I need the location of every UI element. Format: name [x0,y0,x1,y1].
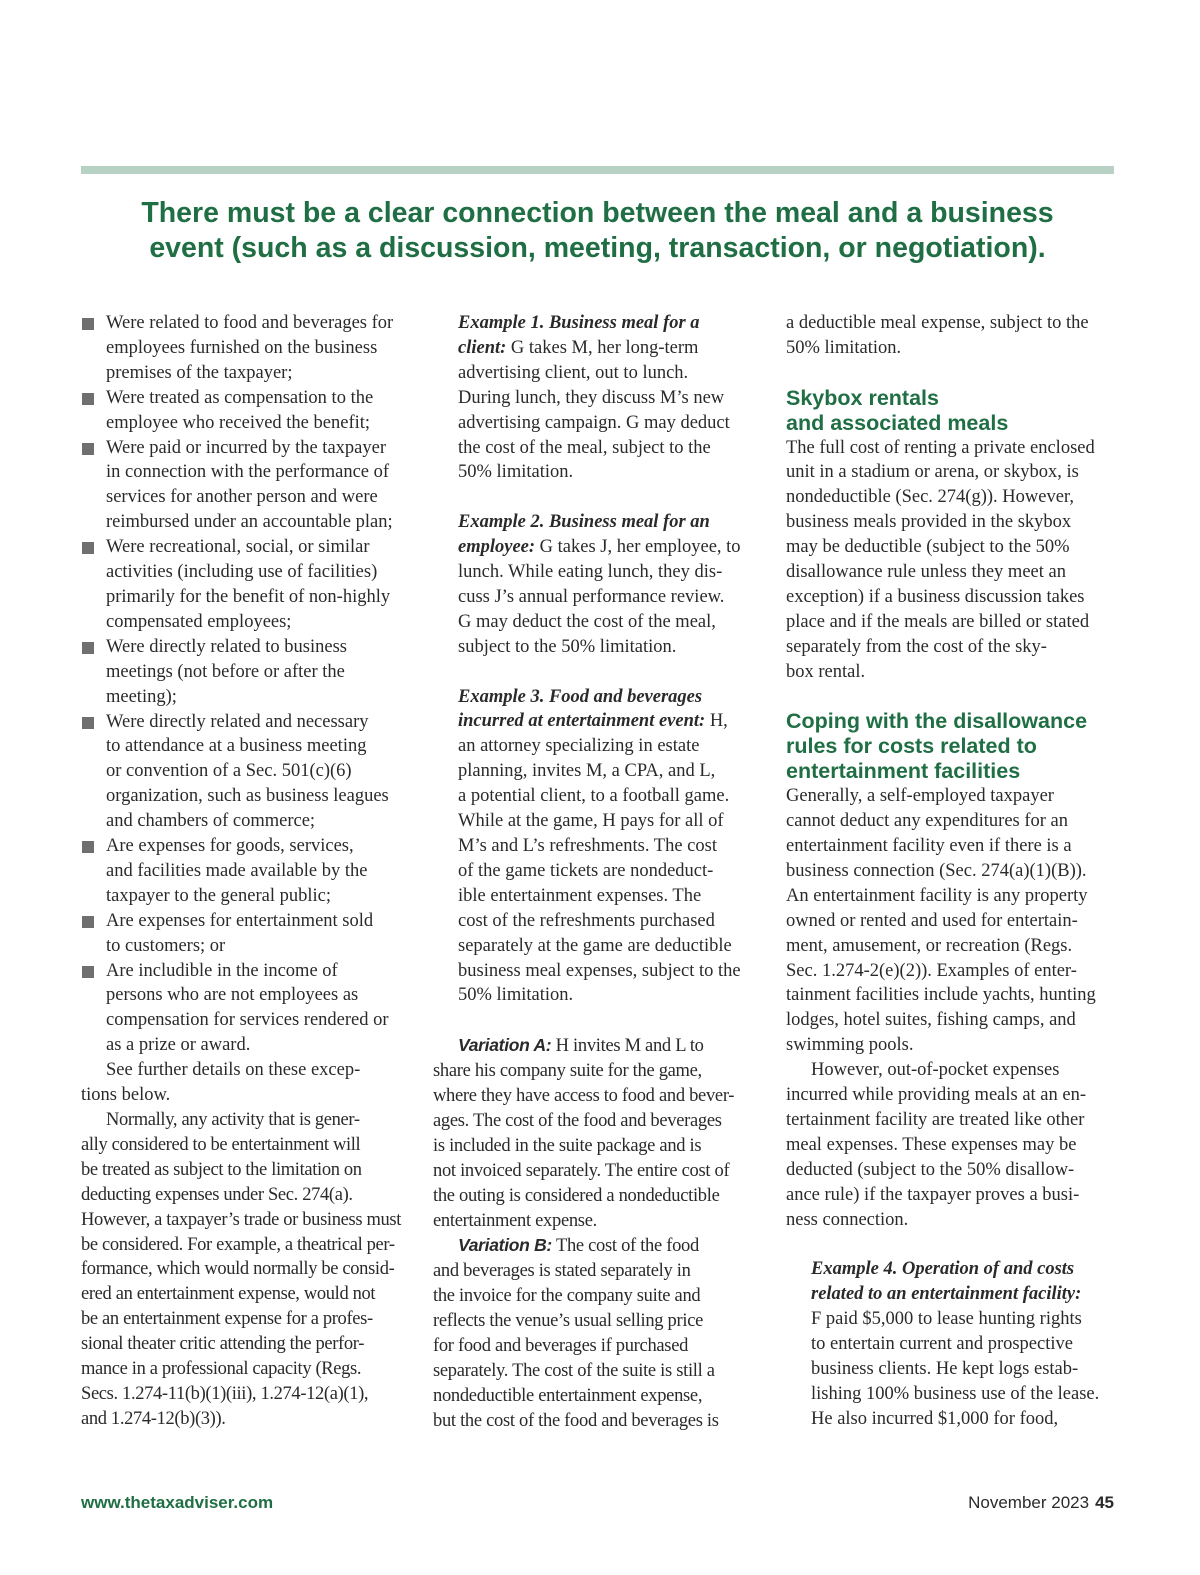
example-line: business clients. He kept logs estab- [811,1359,1079,1380]
example-line: to entertain current and prospective [811,1334,1073,1355]
section-heading-coping [786,709,1116,784]
variation-line: share his company suite for the game, [433,1061,702,1082]
body-line: separately from the cost of the sky- [786,636,1047,657]
square-bullet-icon [82,966,94,978]
body-line: box rental. [786,661,866,682]
bullet-line: taxpayer to the general public; [106,885,331,906]
body-line: The full cost of renting a private enclosed [786,437,1095,458]
example-line: G may deduct the cost of the meal, [458,611,716,632]
example-line: He also incurred $1,000 for food, [811,1408,1059,1429]
bullet-line: compensated employees; [106,611,292,632]
square-bullet-icon [82,542,94,554]
bullet-item [81,710,411,835]
body-line: An entertainment facility is any property [786,885,1088,906]
bullet-line: Are includible in the income of [106,960,338,981]
bullet-item [81,959,411,1059]
example-heading: employee: [458,537,536,558]
example-line: cuss J’s annual performance review. [458,586,725,607]
heading-line: rules for costs related to [786,734,1037,759]
square-bullet-icon [82,841,94,853]
example-line: an attorney specializing in estate [458,736,700,757]
square-bullet-icon [82,916,94,928]
example-line: M’s and L’s refreshments. The cost [458,836,717,856]
bullet-line: persons who are not employees as [106,985,359,1006]
body-line: tainment facilities include yachts, hunting [786,985,1096,1006]
body-line: place and if the meals are billed or stated [786,611,1090,632]
body-paragraph [786,311,1116,361]
example-heading: Example 4. Operation of and costs [811,1259,1075,1280]
square-bullet-icon [82,393,94,405]
variation-b [433,1233,763,1433]
bullet-line: premises of the taxpayer; [106,362,293,383]
example-line: lunch. While eating lunch, they dis- [458,562,723,583]
bullet-line: activities (including use of facilities) [106,562,378,583]
body-line: mance in a professional capacity (Regs. [81,1359,362,1380]
example-line: lishing 100% business use of the lease. [811,1383,1100,1404]
body-line: ered an entertainment expense, would not [81,1284,376,1305]
bullet-item [81,909,411,959]
issue-date: November 2023 [968,1493,1090,1512]
example-line: subject to the 50% limitation. [458,636,677,657]
body-line: ness connection. [786,1209,909,1230]
top-rule [81,166,1114,174]
example-heading: incurred at entertainment event: [458,711,706,732]
example-line: 50% limitation. [458,462,574,483]
body-line: Generally, a self-employed taxpayer [786,786,1054,807]
variation-line: where they have access to food and bever- [433,1086,735,1107]
body-line: However, out-of-pocket expenses [811,1060,1060,1081]
body-line: ment, amusement, or recreation (Regs. [786,935,1073,956]
example-line: advertising campaign. G may deduct [458,412,730,433]
bullet-line: services for another person and were [106,487,378,508]
bullet-line: Were treated as compensation to the [106,387,374,408]
variation-line: The cost of the food [551,1236,699,1257]
bullet-item [81,535,411,635]
variation-a [433,1033,763,1233]
example-line: business meal expenses, subject to the [458,960,741,981]
square-bullet-icon [82,318,94,330]
bullet-line: to attendance at a business meeting [106,736,367,757]
example-line: of the game tickets are nondeduct- [458,860,714,881]
section-heading-skybox [786,386,1116,436]
body-line: business connection (Sec. 274(a)(1)(B)). [786,860,1087,881]
example-line: During lunch, they discuss M’s new [458,387,725,408]
square-bullet-icon [82,717,94,729]
example-line: G takes J, her employee, to [535,537,741,558]
bullet-line: Are expenses for goods, services, [106,836,354,857]
pull-quote-line: event (such as a discussion, meeting, transaction, or negotiation). [149,232,1046,264]
variation-line: nondeductible entertainment expense, [433,1385,703,1406]
example-4 [786,1257,1116,1431]
bullet-line: Were directly related to business [106,636,347,657]
example-heading: related to an entertainment facility: [811,1284,1082,1305]
variation-line: reflects the venue’s usual selling price [433,1311,704,1332]
variation-line: separately. The cost of the suite is still a [433,1361,715,1382]
body-paragraph [786,784,1116,1058]
heading-line: Coping with the disallowance [786,709,1088,734]
bullet-line: compensation for services rendered or [106,1010,389,1031]
footer-date-page [968,1493,1114,1513]
bullet-line: Were paid or incurred by the taxpayer [106,437,386,458]
column-2 [433,311,763,1434]
body-line: swimming pools. [786,1035,914,1056]
body-line: be considered. For example, a theatrical per- [81,1234,395,1255]
body-line: business meals provided in the skybox [786,512,1072,533]
bullet-line: reimbursed under an accountable plan; [106,512,393,533]
body-paragraph [786,1058,1116,1232]
bullet-line: primarily for the benefit of non-highly [106,586,391,607]
pull-quote [81,196,1114,266]
body-line: ance rule) if the taxpayer proves a busi- [786,1184,1080,1205]
body-line: tertainment facility are treated like other [786,1109,1085,1130]
body-line: disallowance rule unless they meet an [786,562,1066,583]
body-line: tions below. [81,1085,171,1106]
variation-label: Variation A: [458,1035,552,1056]
example-heading: client: [458,337,507,358]
variation-line: and beverages is stated separately in [433,1261,691,1282]
body-line: meal expenses. These expenses may be [786,1134,1077,1155]
body-line: Normally, any activity that is gener- [106,1110,360,1130]
bullet-item [81,386,411,436]
bullet-line: Were directly related and necessary [106,711,369,732]
variation-line: for food and beverages if purchased [433,1336,689,1357]
column-3 [786,311,1116,1432]
body-line: owned or rented and used for entertain- [786,910,1078,931]
example-line: While at the game, H pays for all of [458,811,724,832]
body-line: Sec. 1.274-2(e)(2)). Examples of enter- [786,960,1077,981]
bullet-line: organization, such as business leagues [106,786,389,807]
bullet-line: Were related to food and beverages for [106,313,394,333]
bullet-line: and chambers of commerce; [106,811,316,832]
body-line: may be deductible (subject to the 50% [786,537,1070,558]
bullet-line: and facilities made available by the [106,860,368,881]
example-line: planning, invites M, a CPA, and L, [458,761,716,782]
body-line: entertainment facility even if there is a [786,836,1072,856]
bullet-line: Were recreational, social, or similar [106,537,370,558]
body-line: However, a taxpayer’s trade or business must [81,1209,402,1230]
variation-line: the invoice for the company suite and [433,1286,701,1307]
example-line: cost of the refreshments purchased [458,910,715,931]
example-2 [433,510,763,659]
square-bullet-icon [82,443,94,455]
body-line: and 1.274-12(b)(3)). [81,1408,226,1429]
example-line: a potential client, to a football game. [458,786,730,807]
example-line: the cost of the meal, subject to the [458,437,711,458]
body-line: formance, which would normally be consid- [81,1259,395,1280]
bullet-item [81,834,411,909]
example-heading: Example 3. Food and beverages [458,686,703,707]
example-line: H, [705,711,728,732]
heading-line: and associated meals [786,410,1009,435]
body-paragraph [81,1108,411,1432]
variation-line: not invoiced separately. The entire cost of [433,1160,730,1181]
square-bullet-icon [82,642,94,654]
example-heading: Example 2. Business meal for an [458,512,710,533]
variation-line: is included in the suite package and is [433,1135,702,1156]
pull-quote-line: There must be a clear connection between the meal and a business [141,197,1054,229]
body-line: See further details on these excep- [106,1060,361,1081]
body-line: Secs. 1.274-11(b)(1)(iii), 1.274-12(a)(1), [81,1383,369,1404]
bullet-item [81,635,411,710]
bullet-line: meeting); [106,686,177,707]
body-line: 50% limitation. [786,337,902,358]
body-line: lodges, hotel suites, fishing camps, and [786,1010,1076,1031]
example-line: 50% limitation. [458,985,574,1006]
body-line: incurred while providing meals at an en- [786,1085,1087,1106]
variation-line: H invites M and L to [551,1036,704,1057]
example-3 [433,685,763,1009]
example-1 [433,311,763,485]
page-number: 45 [1095,1493,1114,1512]
variation-line: entertainment expense. [433,1210,597,1231]
bullet-item [81,311,411,386]
body-line: deducted (subject to the 50% disallow- [786,1159,1075,1180]
example-heading: Example 1. Business meal for a [458,313,700,333]
body-line: nondeductible (Sec. 274(g)). However, [786,487,1074,508]
example-line: F paid $5,000 to lease hunting rights [811,1309,1082,1330]
example-line: ible entertainment expenses. The [458,885,702,906]
body-line: unit in a stadium or arena, or skybox, is [786,462,1079,483]
body-paragraph [786,436,1116,685]
variation-line: the outing is considered a nondeductible [433,1185,720,1206]
variation-label: Variation B: [458,1235,552,1256]
body-line: sional theater critic attending the perfor- [81,1334,365,1355]
bullet-line: employees furnished on the business [106,337,378,358]
bullet-line: or convention of a Sec. 501(c)(6) [106,761,352,782]
body-line: exception) if a business discussion takes [786,586,1085,607]
body-line: a deductible meal expense, subject to the [786,313,1089,333]
example-line: G takes M, her long-term [506,337,699,358]
body-line: be treated as subject to the limitation on [81,1159,362,1180]
bullet-line: in connection with the performance of [106,462,390,483]
heading-line: entertainment facilities [786,759,1021,784]
body-line: deducting expenses under Sec. 274(a). [81,1184,353,1205]
body-paragraph [81,1058,411,1108]
body-line: be an entertainment expense for a profes- [81,1309,373,1330]
bullet-line: Are expenses for entertainment sold [106,910,374,931]
bullet-line: employee who received the benefit; [106,412,371,433]
bullet-line: as a prize or award. [106,1035,251,1056]
example-line: advertising client, out to lunch. [458,362,689,383]
variation-line: ages. The cost of the food and beverages [433,1110,722,1131]
bullet-line: to customers; or [106,935,226,956]
bullet-line: meetings (not before or after the [106,661,345,682]
body-line: ally considered to be entertainment will [81,1134,361,1155]
variation-line: but the cost of the food and beverages is [433,1410,719,1431]
column-1 [81,311,411,1432]
heading-line: Skybox rentals [786,385,939,410]
body-line: cannot deduct any expenditures for an [786,811,1069,832]
example-line: separately at the game are deductible [458,935,732,956]
footer-url[interactable]: www.thetaxadviser.com [81,1493,274,1512]
bullet-item [81,436,411,536]
